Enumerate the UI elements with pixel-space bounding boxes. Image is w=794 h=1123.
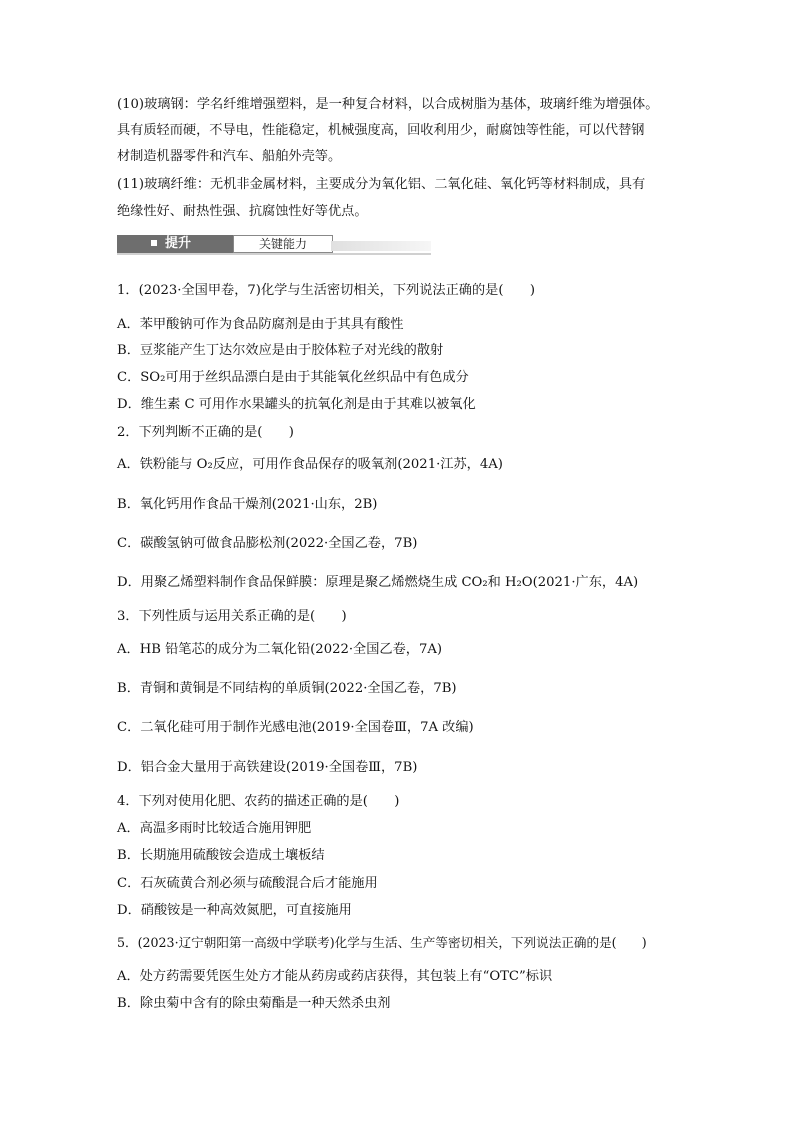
square-icon [151,240,157,246]
option-b: B．除虫菊中含有的除虫菊酯是一种天然杀虫剂 [117,996,391,1011]
banner-underline [117,253,431,255]
option-a: A．铁粉能与 O₂反应，可用作食品保存的吸氧剂(2021·江苏，4A) [117,457,503,472]
option-d: D．硝酸铵是一种高效氮肥，可直接施用 [117,903,352,918]
option-a: A．处方药需要凭医生处方才能从药房或药店获得，其包装上有“OTC”标识 [117,969,553,984]
option-a: A．苯甲酸钠可作为食品防腐剂是由于其具有酸性 [117,317,404,332]
option-c: C．碳酸氢钠可做食品膨松剂(2022·全国乙卷，7B) [117,536,418,551]
question-stem: 2．下列判断不正确的是( ) [117,425,294,440]
intro-line: 具有质轻而硬，不导电，性能稳定，机械强度高，回收利用少，耐腐蚀等性能，可以代替钢 [117,123,645,138]
option-b: B．豆浆能产生丁达尔效应是由于胶体粒子对光线的散射 [117,343,444,358]
option-d: D．铝合金大量用于高铁建设(2019·全国卷Ⅲ，7B) [117,760,418,775]
option-d: D．用聚乙烯塑料制作食品保鲜膜：原理是聚乙烯燃烧生成 CO₂和 H₂O(2021·广东，4A) [117,575,639,590]
intro-line: 材制造机器零件和汽车、船舶外壳等。 [117,149,342,164]
question-stem: 1．(2023·全国甲卷，7)化学与生活密切相关，下列说法正确的是( ) [117,283,535,298]
question-stem: 4．下列对使用化肥、农药的描述正确的是( ) [117,794,400,809]
option-a: A．高温多雨时比较适合施用钾肥 [117,821,312,836]
banner-main [117,235,233,253]
option-c: C．石灰硫黄合剂必须与硫酸混合后才能施用 [117,876,378,891]
option-b: B．氧化钙用作食品干燥剂(2021·山东，2B) [117,497,378,512]
intro-line: (11)玻璃纤维：无机非金属材料，主要成分为氧化铝、二氧化硅、氧化钙等材料制成，具有 [117,177,646,192]
option-d: D．维生素 C 可用作水果罐头的抗氧化剂是由于其难以被氧化 [117,397,476,412]
banner-sub-label: 关键能力 [233,235,333,253]
question-stem: 5．(2023·辽宁朝阳第一高级中学联考)化学与生活、生产等密切相关，下列说法正确的是( ) [117,935,647,950]
option-b: B．长期施用硫酸铵会造成土壤板结 [117,848,325,863]
intro-line: (10)玻璃钢：学名纤维增强塑料，是一种复合材料，以合成树脂为基体，玻璃纤维为增强体。 [117,97,659,112]
option-b: B．青铜和黄铜是不同结构的单质铜(2022·全国乙卷，7B) [117,681,457,696]
option-c: C．SO₂可用于丝织品漂白是由于其能氧化丝织品中有色成分 [117,370,469,385]
option-c: C．二氧化硅可用于制作光感电池(2019·全国卷Ⅲ，7A 改编) [117,720,474,735]
banner-divider [331,241,431,251]
intro-line: 绝缘性好、耐热性强、抗腐蚀性好等优点。 [117,204,368,219]
section-banner [117,233,431,255]
question-stem: 3．下列性质与运用关系正确的是( ) [117,609,347,624]
option-a: A．HB 铅笔芯的成分为二氧化铅(2022·全国乙卷，7A) [117,642,443,657]
banner-main-label: 提升 [165,236,192,251]
